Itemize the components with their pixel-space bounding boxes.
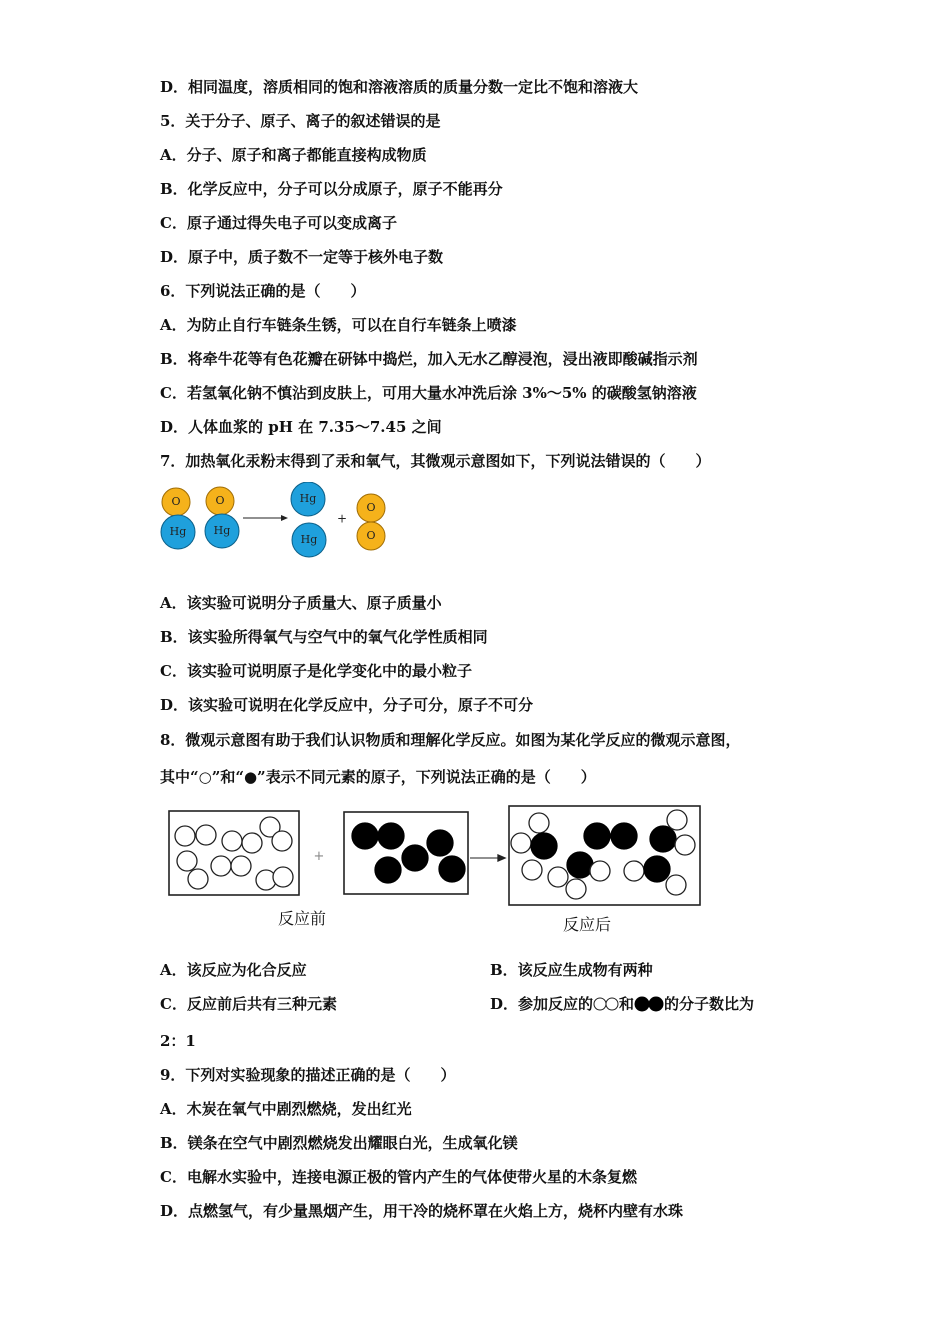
q8-caption-before: 反应前 bbox=[278, 909, 327, 928]
q8-option-b: B．该反应生成物有两种 bbox=[490, 961, 653, 979]
q8-white-atom bbox=[666, 875, 686, 895]
q8-option-d-text1: D．参加反应的 bbox=[490, 995, 594, 1013]
q9-option-c: C．电解水实验中，连接电源正极的管内产生的气体使带火星的木条复燃 bbox=[160, 1168, 637, 1186]
q8-stem-line2: 其中“○”和“●”表示不同元素的原子，下列说法正确的是（ ） bbox=[160, 768, 596, 786]
q8-white-atom bbox=[175, 826, 195, 846]
q6-option-c: C．若氢氧化钠不慎沾到皮肤上，可用大量水冲洗后涂 3%～5% 的碳酸氢钠溶液 bbox=[160, 384, 697, 402]
q9-option-a: A．木炭在氧气中剧烈燃烧，发出红光 bbox=[160, 1100, 412, 1118]
q5-option-d: D．原子中，质子数不一定等于核外电子数 bbox=[160, 248, 444, 266]
q8-white-atom bbox=[231, 856, 251, 876]
q8-black-atom bbox=[402, 845, 428, 871]
q7-hg-label: Hg bbox=[169, 525, 187, 538]
q8-white-atom bbox=[529, 813, 549, 833]
q8-black-atom bbox=[439, 856, 465, 882]
q8-white-atom bbox=[242, 833, 262, 853]
q7-hg-label: Hg bbox=[300, 533, 318, 546]
q8-black-atom bbox=[650, 826, 676, 852]
q6-stem: 6．下列说法正确的是（ ） bbox=[160, 282, 366, 300]
q8-white-atom bbox=[522, 860, 542, 880]
q8-caption-after: 反应后 bbox=[563, 915, 612, 934]
q7-stem: 7．加热氧化汞粉末得到了汞和氧气，其微观示意图如下，下列说法错误的（ ） bbox=[160, 452, 711, 470]
q8-black-atom bbox=[352, 823, 378, 849]
q4-option-d: D．相同温度，溶质相同的饱和溶液溶质的质量分数一定比不饱和溶液大 bbox=[160, 78, 639, 96]
q8-black-atom bbox=[378, 823, 404, 849]
q7-plus-sign: + bbox=[336, 511, 348, 526]
q8-white-atom bbox=[667, 810, 687, 830]
q5-option-a: A．分子、原子和离子都能直接构成物质 bbox=[160, 146, 427, 164]
q8-black-atom bbox=[531, 833, 557, 859]
q8-white-atom bbox=[590, 861, 610, 881]
q8-reaction-diagram bbox=[165, 803, 710, 913]
q7-o-label: O bbox=[366, 501, 376, 514]
q7-option-b: B．该实验所得氧气与空气中的氧气化学性质相同 bbox=[160, 628, 488, 646]
q7-hg-label: Hg bbox=[213, 524, 231, 537]
q7-mercury-oxide-diagram bbox=[155, 482, 395, 562]
q7-option-a: A．该实验可说明分子质量大、原子质量小 bbox=[160, 594, 442, 612]
q8-option-c: C．反应前后共有三种元素 bbox=[160, 995, 337, 1013]
q8-white-atom bbox=[548, 867, 568, 887]
q8-option-a: A．该反应为化合反应 bbox=[160, 961, 307, 979]
q8-white-atom bbox=[177, 851, 197, 871]
q8-white-atom bbox=[222, 831, 242, 851]
q7-o-label: O bbox=[366, 529, 376, 542]
q7-o-label: O bbox=[171, 495, 181, 508]
q7-option-d: D．该实验可说明在化学反应中，分子可分，原子不可分 bbox=[160, 696, 534, 714]
q8-black-atom bbox=[644, 856, 670, 882]
q8-black-atom bbox=[584, 823, 610, 849]
q8-white-molecule-icon bbox=[593, 996, 619, 1012]
q8-black-atom bbox=[375, 857, 401, 883]
q8-white-atom bbox=[211, 856, 231, 876]
q9-option-b: B．镁条在空气中剧烈燃烧发出耀眼白光，生成氧化镁 bbox=[160, 1134, 518, 1152]
q8-option-d-ratio: 2：1 bbox=[160, 1032, 196, 1050]
q8-white-atom bbox=[273, 867, 293, 887]
q6-option-d: D．人体血浆的 pH 在 7.35～7.45 之间 bbox=[160, 418, 442, 436]
q5-stem: 5．关于分子、原子、离子的叙述错误的是 bbox=[160, 112, 441, 130]
q8-stem-line1: 8．微观示意图有助于我们认识物质和理解化学反应。如图为某化学反应的微观示意图， bbox=[160, 731, 741, 749]
q5-option-c: C．原子通过得失电子可以变成离子 bbox=[160, 214, 397, 232]
q7-o-label: O bbox=[215, 494, 225, 507]
q7-option-c: C．该实验可说明原子是化学变化中的最小粒子 bbox=[160, 662, 472, 680]
q8-white-atom bbox=[624, 861, 644, 881]
q8-black-atom bbox=[611, 823, 637, 849]
q8-white-atom bbox=[566, 879, 586, 899]
q7-hg-label: Hg bbox=[299, 492, 317, 505]
q8-black-atom bbox=[427, 830, 453, 856]
q9-stem: 9．下列对实验现象的描述正确的是（ ） bbox=[160, 1066, 456, 1084]
q8-option-d-text3: 的分子数比为 bbox=[664, 995, 755, 1013]
q8-option-d-text2: 和 bbox=[619, 995, 635, 1013]
q6-option-b: B．将牵牛花等有色花瓣在研钵中捣烂，加入无水乙醇浸泡，浸出液即酸碱指示剂 bbox=[160, 350, 698, 368]
q8-black-molecule-icon bbox=[634, 996, 664, 1012]
q8-black-atom bbox=[567, 852, 593, 878]
q8-white-atom bbox=[675, 835, 695, 855]
q8-white-atom bbox=[188, 869, 208, 889]
q5-option-b: B．化学反应中，分子可以分成原子，原子不能再分 bbox=[160, 180, 503, 198]
q8-plus-sign: + bbox=[313, 849, 325, 864]
q9-option-d: D．点燃氢气，有少量黑烟产生，用干冷的烧杯罩在火焰上方，烧杯内壁有水珠 bbox=[160, 1202, 684, 1220]
q8-option-d bbox=[490, 994, 754, 1014]
q8-white-atom bbox=[272, 831, 292, 851]
q8-white-atom bbox=[511, 833, 531, 853]
q8-white-atom bbox=[196, 825, 216, 845]
q6-option-a: A．为防止自行车链条生锈，可以在自行车链条上喷漆 bbox=[160, 316, 517, 334]
